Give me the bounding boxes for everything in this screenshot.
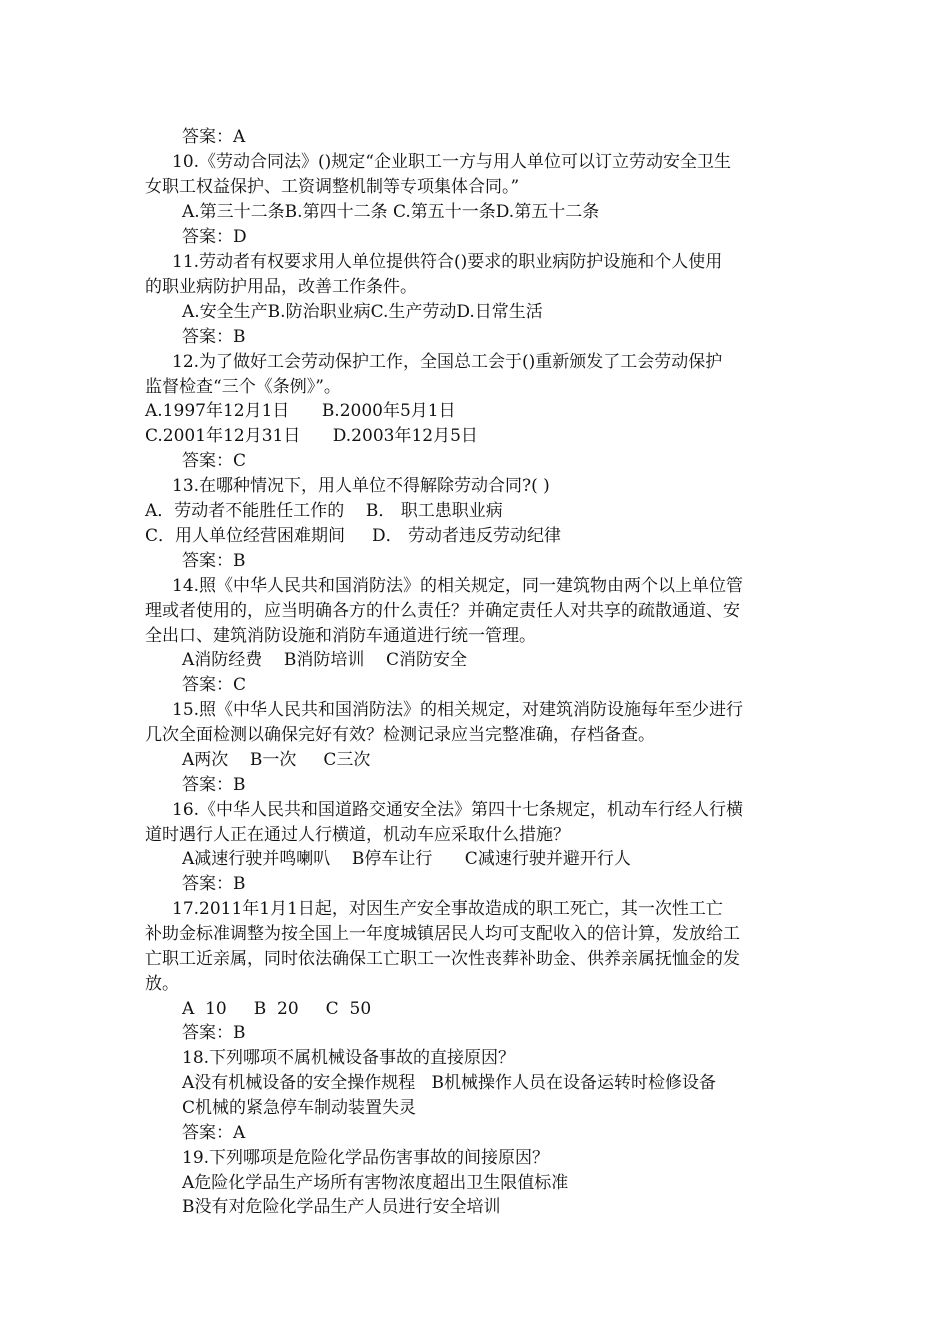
option-line: C机械的紧急停车制动装置失灵: [182, 1098, 417, 1118]
answer-line: 答案：B: [182, 1023, 246, 1043]
option-line: A消防经费 B消防培训 C消防安全: [182, 650, 468, 670]
question-line: 15.照《中华人民共和国消防法》的相关规定，对建筑消防设施每年至少进行: [172, 700, 744, 720]
question-continuation: 理或者使用的，应当明确各方的什么责任？并确定责任人对共享的疏散通道、安: [145, 601, 740, 621]
option-line: A 10 B 20 C 50: [182, 999, 372, 1019]
question-continuation: 几次全面检测以确保完好有效？检测记录应当完整准确，存档备查。: [145, 725, 655, 745]
question-line: 10.《劳动合同法》()规定“企业职工一方与用人单位可以订立劳动安全卫生: [172, 152, 731, 172]
question-continuation: 女职工权益保护、工资调整机制等专项集体合同。”: [145, 177, 520, 197]
question-continuation: 亡职工近亲属，同时依法确保工亡职工一次性丧葬补助金、供养亲属抚恤金的发: [145, 949, 740, 969]
question-continuation: 全出口、建筑消防设施和消防车通道进行统一管理。: [145, 626, 536, 646]
option-line: A.安全生产B.防治职业病C.生产劳动D.日常生活: [182, 302, 543, 322]
question-continuation: 的职业病防护用品，改善工作条件。: [145, 277, 417, 297]
option-line: A没有机械设备的安全操作规程 B机械操作人员在设备运转时检修设备: [182, 1073, 716, 1093]
question-line: 13.在哪种情况下，用人单位不得解除劳动合同?( ): [172, 476, 550, 496]
question-line: 18.下列哪项不属机械设备事故的直接原因？: [182, 1048, 516, 1068]
answer-line: 答案：C: [182, 675, 247, 695]
answer-line: 答案：B: [182, 327, 246, 347]
question-continuation: 补助金标准调整为按全国上一年度城镇居民人均可支配收入的倍计算，发放给工: [145, 924, 740, 944]
answer-line: 答案：B: [182, 551, 246, 571]
question-continuation: 监督检查“三个《条例》”。: [145, 377, 341, 397]
answer-line: 答案：D: [182, 227, 247, 247]
option-line: A危险化学品生产场所有害物浓度超出卫生限值标准: [182, 1173, 569, 1193]
question-line: 17.2011年1月1日起，对因生产安全事故造成的职工死亡，其一次性工亡: [172, 899, 723, 919]
question-continuation: 道时遇行人正在通过人行横道，机动车应采取什么措施？: [145, 825, 570, 845]
option-line: A减速行驶并鸣喇叭 B停车让行 C减速行驶并避开行人: [182, 849, 631, 869]
question-line: 12.为了做好工会劳动保护工作，全国总工会于()重新颁发了工会劳动保护: [172, 352, 723, 372]
answer-line: 答案：B: [182, 775, 246, 795]
question-continuation: 放。: [145, 974, 179, 994]
option-line: C.2001年12月31日 D.2003年12月5日: [145, 426, 478, 446]
option-line: A．劳动者不能胜任工作的 B． 职工患职业病: [145, 501, 503, 521]
question-line: 11.劳动者有权要求用人单位提供符合()要求的职业病防护设施和个人使用: [172, 252, 723, 272]
question-line: 16.《中华人民共和国道路交通安全法》第四十七条规定，机动车行经人行横: [172, 800, 744, 820]
option-line: A.1997年12月1日 B.2000年5月1日: [145, 401, 456, 421]
question-line: 14.照《中华人民共和国消防法》的相关规定，同一建筑物由两个以上单位管: [172, 576, 744, 596]
answer-line: 答案：B: [182, 874, 246, 894]
answer-line: 答案：C: [182, 451, 247, 471]
question-line: 19.下列哪项是危险化学品伤害事故的间接原因？: [182, 1148, 550, 1168]
answer-line: 答案：A: [182, 1123, 246, 1143]
option-line: C．用人单位经营困难期间 D． 劳动者违反劳动纪律: [145, 526, 562, 546]
option-line: A两次 B一次 C三次: [182, 750, 371, 770]
option-line: B没有对危险化学品生产人员进行安全培训: [182, 1197, 501, 1217]
answer-line: 答案：A: [182, 127, 246, 147]
option-line: A.第三十二条B.第四十二条 C.第五十一条D.第五十二条: [182, 202, 600, 222]
